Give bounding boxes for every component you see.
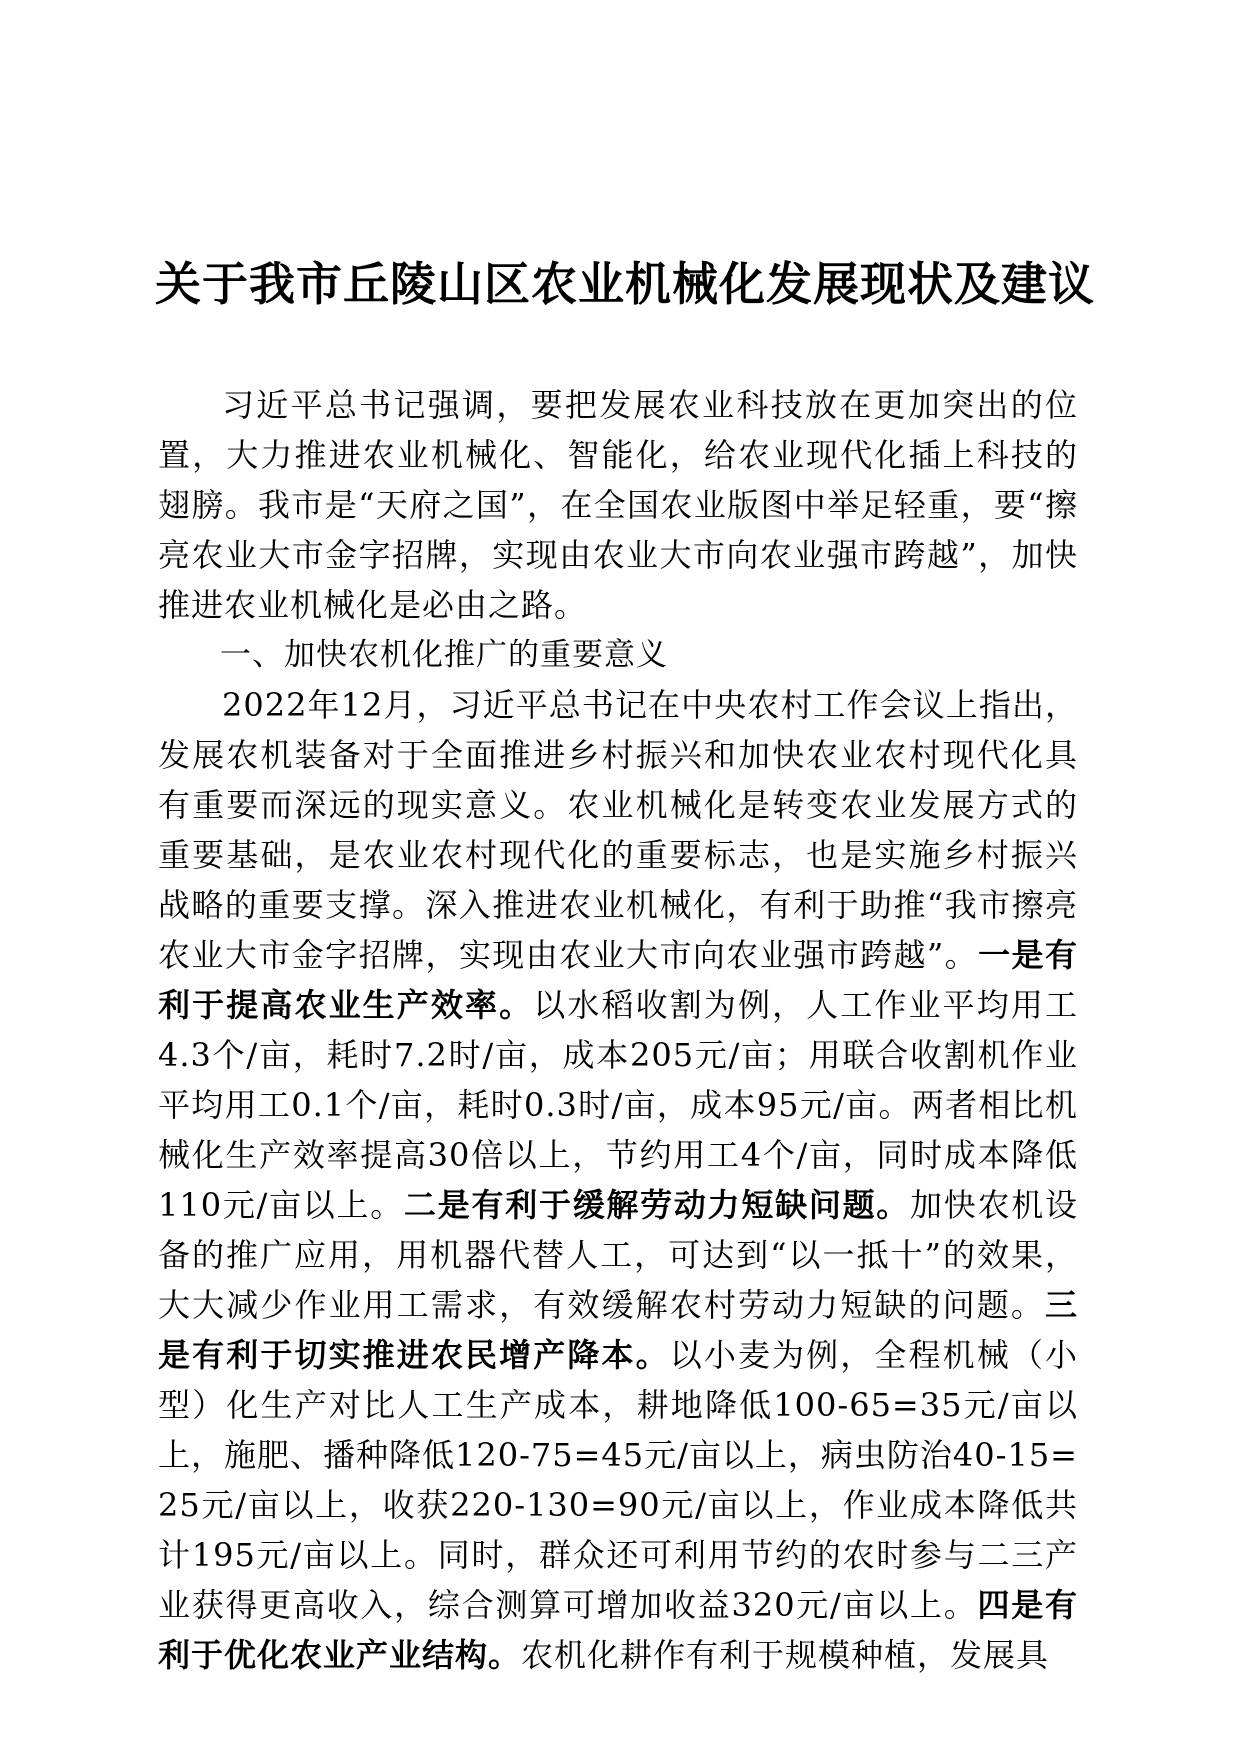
point-4-title: 四是有利于优化农业产业结构。 <box>158 1586 1078 1674</box>
intro-paragraph: 习近平总书记强调，要把发展农业科技放在更加突出的位置，大力推进农业机械化、智能化，给农业现代化插上科技的翅膀。我市是“天府之国”，在全国农业版图中举足轻重，要“擦亮农业大市金字招牌，实现由农业大市向农业强市跨越”，加快推进农业机械化是必由之路。 <box>158 386 1078 624</box>
point-1-text: 以水稻收割为例，人工作业平均用工4.3个/亩，耗时7.2时/亩，成本205元/亩；用联合收割机作业平均用工0.1个/亩，耗时0.3时/亩，成本95元/亩。两者相比机械化生产效率提高30倍以上，节约用工4个/亩，同时成本降低110元/亩以上。 <box>158 986 1078 1224</box>
point-2-text: 加快农机设备的推广应用，用机器代替人工，可达到“以一抵十”的效果，大大减少作业用工需求，有效缓解农村劳动力短缺的问题。 <box>158 1186 1078 1324</box>
document-body <box>158 380 1078 1680</box>
point-3-text: 以小麦为例，全程机械（小型）化生产对比人工生产成本，耕地降低100-65=35元/亩以上，施肥、播种降低120-75=45元/亩以上，病虫防治40-15=25元/亩以上，收获220-130=90元/亩以上，作业成本降低共计195元/亩以上。同时，群众还可利用节约的农时参与二三产业获得更高收入，综合测算可增加收益320元/亩以上。 <box>158 1336 1078 1624</box>
point-4-text: 农机化耕作有利于规模种植，发展具 <box>521 1636 1050 1674</box>
document-title: 关于我市丘陵山区农业机械化发展现状及建议 <box>155 257 1095 311</box>
point-3-title: 三是有利于切实推进农民增产降本。 <box>158 1286 1078 1374</box>
section-paragraph <box>158 680 1078 1680</box>
point-1-title: 一是有利于提高农业生产效率。 <box>158 936 1078 1024</box>
section-lead-text: 2022年12月，习近平总书记在中央农村工作会议上指出，发展农机装备对于全面推进乡村振兴和加快农业农村现代化具有重要而深远的现实意义。农业机械化是转变农业发展方式的重要基础，是农业农村现代化的重要标志，也是实施乡村振兴战略的重要支撑。深入推进农业机械化，有利于助推“我市擦亮农业大市金字招牌，实现由农业大市向农业强市跨越”。 <box>158 686 1078 974</box>
section-heading: 一、加快农机化推广的重要意义 <box>220 637 668 673</box>
point-2-title: 二是有利于缓解劳动力短缺问题。 <box>404 1186 911 1224</box>
